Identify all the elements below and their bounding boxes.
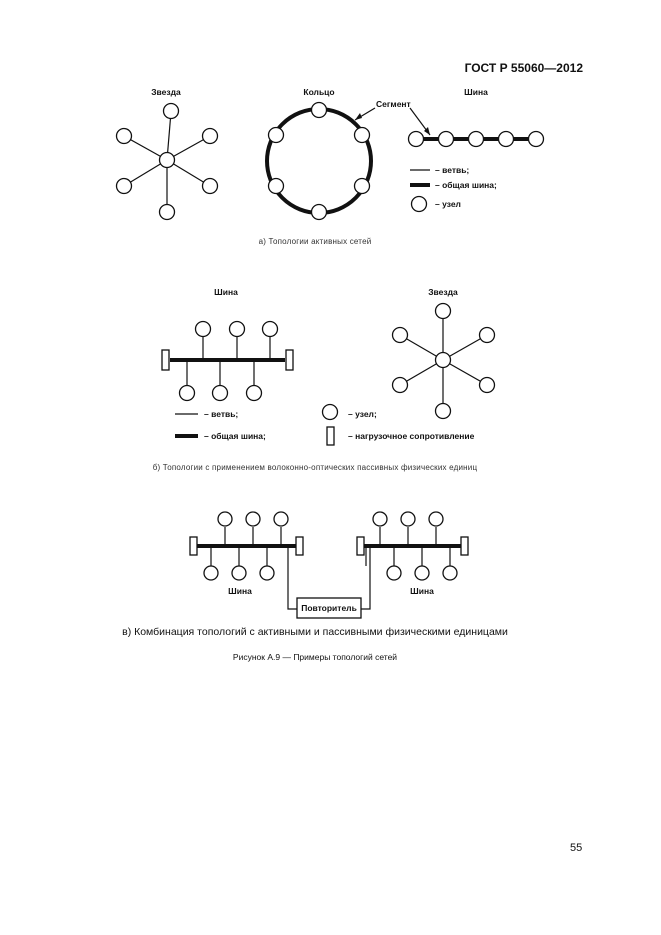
active-bus-node: [469, 132, 484, 147]
combo-right-node: [443, 566, 457, 580]
active-bus-title: Шина: [464, 87, 488, 97]
combo-left-node: [260, 566, 274, 580]
figure-caption: Рисунок А.9 — Примеры топологий сетей: [232, 652, 398, 662]
active-star-node: [117, 129, 132, 144]
passive-star-node: [436, 404, 451, 419]
combo-right-node: [401, 512, 415, 526]
ring-node: [355, 128, 370, 143]
combo-right-node: [429, 512, 443, 526]
combo-left-bus: [190, 512, 303, 596]
passive-bus-terminator: [162, 350, 169, 370]
passive-bus-node: [180, 386, 195, 401]
segment-label: Сегмент: [376, 99, 411, 109]
legend-b: [175, 405, 475, 446]
passive-star-topology: [393, 287, 495, 419]
passive-bus-node: [213, 386, 228, 401]
legend-node-text: – узел: [435, 199, 461, 209]
active-star-topology: [117, 87, 218, 220]
legend-branch-text: – ветвь;: [435, 165, 470, 175]
ring-node: [269, 128, 284, 143]
legend-b-node-text: – узел;: [348, 409, 377, 419]
caption-a: а) Топологии активных сетей: [258, 237, 372, 246]
repeater-label: Повторитель: [301, 603, 357, 613]
combo-left-node: [218, 512, 232, 526]
caption-c: в) Комбинация топологий с активными и пассивными физическими единицами: [122, 626, 508, 638]
combo-left-node: [274, 512, 288, 526]
passive-star-node: [393, 378, 408, 393]
repeater: [288, 546, 370, 618]
ring-node: [269, 179, 284, 194]
document-header: ГОСТ Р 55060—2012: [464, 61, 583, 75]
combo-right-terminator: [461, 537, 468, 555]
combo-right-node: [373, 512, 387, 526]
passive-star-title: Звезда: [428, 287, 458, 297]
legend-a: [410, 165, 497, 212]
combo-right-bus-title: Шина: [410, 586, 434, 596]
active-star-hub-node: [160, 153, 175, 168]
active-ring-title: Кольцо: [303, 87, 335, 97]
combo-left-terminator: [296, 537, 303, 555]
combo-left-node: [204, 566, 218, 580]
ring-node: [312, 103, 327, 118]
passive-bus-node: [263, 322, 278, 337]
combo-left-node: [246, 512, 260, 526]
legend-node-symbol: [412, 197, 427, 212]
passive-star-hub-node: [436, 353, 451, 368]
active-star-node: [117, 179, 132, 194]
page-number: 55: [570, 842, 583, 854]
passive-bus-node: [196, 322, 211, 337]
caption-b: б) Топологии с применением волоконно-оптических пассивных физических единиц: [152, 463, 478, 472]
passive-star-node: [480, 328, 495, 343]
combo-left-bus-title: Шина: [228, 586, 252, 596]
active-ring-topology: [267, 87, 411, 220]
combo-right-node: [415, 566, 429, 580]
active-bus-node: [499, 132, 514, 147]
passive-star-node: [393, 328, 408, 343]
active-star-title: Звезда: [151, 87, 181, 97]
legend-b-node-symbol: [323, 405, 338, 420]
legend-b-terminator-text: – нагрузочное сопротивление: [348, 431, 475, 441]
legend-b-branch-text: – ветвь;: [204, 409, 239, 419]
combo-left-node: [232, 566, 246, 580]
active-bus-node: [529, 132, 544, 147]
legend-common-bus-text: – общая шина;: [435, 180, 497, 190]
legend-b-terminator-symbol: [327, 427, 334, 445]
passive-bus-node: [230, 322, 245, 337]
passive-star-node: [480, 378, 495, 393]
passive-bus-node: [247, 386, 262, 401]
active-star-node: [160, 205, 175, 220]
legend-b-common-bus-text: – общая шина;: [204, 431, 266, 441]
combo-left-terminator: [190, 537, 197, 555]
ring-node: [355, 179, 370, 194]
combo-right-node: [387, 566, 401, 580]
active-bus-topology: [409, 87, 544, 147]
ring-node: [312, 205, 327, 220]
passive-bus-topology: [162, 287, 293, 401]
active-star-node: [203, 129, 218, 144]
combo-right-terminator: [357, 537, 364, 555]
active-star-node: [203, 179, 218, 194]
passive-bus-terminator: [286, 350, 293, 370]
passive-star-node: [436, 304, 451, 319]
active-star-node: [164, 104, 179, 119]
active-bus-node: [409, 132, 424, 147]
segment-arrowhead: [355, 113, 362, 120]
ring-common-bus: [267, 109, 371, 213]
passive-bus-title: Шина: [214, 287, 238, 297]
active-bus-node: [439, 132, 454, 147]
combo-right-bus: [357, 512, 468, 596]
